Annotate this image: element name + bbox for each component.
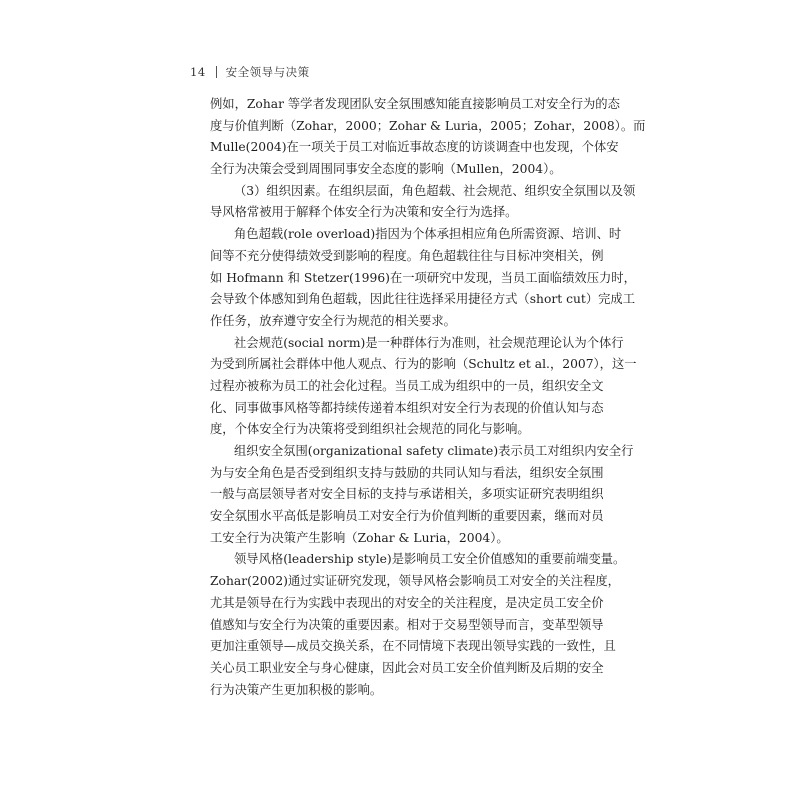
- text-line: 安全氛围水平高低是影响员工对安全行为价值判断的重要因素，继而对员: [210, 509, 604, 524]
- text-line: 化、同事做事风格等都持续传递着本组织对安全行为表现的价值认知与态: [210, 400, 604, 415]
- text-line: 一般与高层领导者对安全目标的支持与承诺相关，多项实证研究表明组织: [210, 487, 604, 502]
- header-divider: [216, 66, 217, 78]
- text-line: 为受到所属社会群体中他人观点、行为的影响（Schultz et al.，2007），这一: [210, 357, 637, 372]
- book-title: 安全领导与决策: [225, 65, 310, 79]
- text-line: 角色超载(role overload)指因为个体承担相应角色所需资源、培训、时: [234, 227, 622, 242]
- text-line: 行为决策产生更加积极的影响。: [210, 682, 383, 697]
- text-line: 工安全行为决策产生影响（Zohar & Luria，2004）。: [210, 530, 509, 545]
- text-line: （3）组织因素。在组织层面，角色超载、社会规范、组织安全氛围以及领: [234, 183, 636, 198]
- text-line: 组织安全氛围(organizational safety climate)表示员工对组织内安全行: [234, 444, 634, 458]
- text-line: 过程亦被称为员工的社会化过程。当员工成为组织中的一员，组织安全文: [210, 378, 604, 393]
- text-line: 全行为决策会受到周围同事安全态度的影响（Mullen，2004）。: [210, 162, 562, 177]
- running-header: [190, 64, 310, 80]
- page-number: 14: [190, 65, 206, 79]
- text-line: 为与安全角色是否受到组织支持与鼓励的共同认知与看法，组织安全氛围: [210, 465, 604, 480]
- text-line: 领导风格(leadership style)是影响员工安全价值感知的重要前端变量。: [234, 552, 626, 567]
- text-line: 值感知与安全行为决策的重要因素。相对于交易型领导而言，变革型领导: [210, 617, 604, 632]
- body-text: [210, 94, 646, 701]
- text-line: 尤其是领导在行为实践中表现出的对安全的关注程度，是决定员工安全价: [210, 595, 604, 610]
- text-line: 导风格常被用于解释个体安全行为决策和安全行为选择。: [210, 205, 518, 220]
- text-line: 度与价值判断（Zohar，2000；Zohar & Luria，2005；Zohar，2008）。而: [210, 118, 646, 133]
- text-line: 关心员工职业安全与身心健康，因此会对员工安全价值判断及后期的安全: [210, 660, 604, 675]
- text-line: 例如，Zohar 等学者发现团队安全氛围感知能直接影响员工对安全行为的态: [210, 97, 620, 111]
- text-line: 间等不充分使得绩效受到影响的程度。角色超载往往与目标冲突相关，例: [210, 248, 604, 263]
- text-line: 社会规范(social norm)是一种群体行为准则，社会规范理论认为个体行: [234, 335, 624, 350]
- text-line: 如 Hofmann 和 Stetzer(1996)在一项研究中发现，当员工面临绩效压力时，: [210, 270, 636, 285]
- text-line: Mulle(2004)在一项关于员工对临近事故态度的访谈调查中也发现，个体安: [210, 140, 619, 155]
- text-line: 会导致个体感知到角色超载，因此往往选择采用捷径方式（short cut）完成工: [210, 292, 636, 307]
- text-line: 作任务，放弃遵守安全行为规范的相关要求。: [210, 313, 456, 328]
- text-line: Zohar(2002)通过实证研究发现，领导风格会影响员工对安全的关注程度，: [210, 574, 620, 589]
- text-line: 更加注重领导—成员交换关系，在不同情境下表现出领导实践的一致性，且: [210, 639, 616, 654]
- text-line: 度，个体安全行为决策将受到组织社会规范的同化与影响。: [210, 422, 530, 437]
